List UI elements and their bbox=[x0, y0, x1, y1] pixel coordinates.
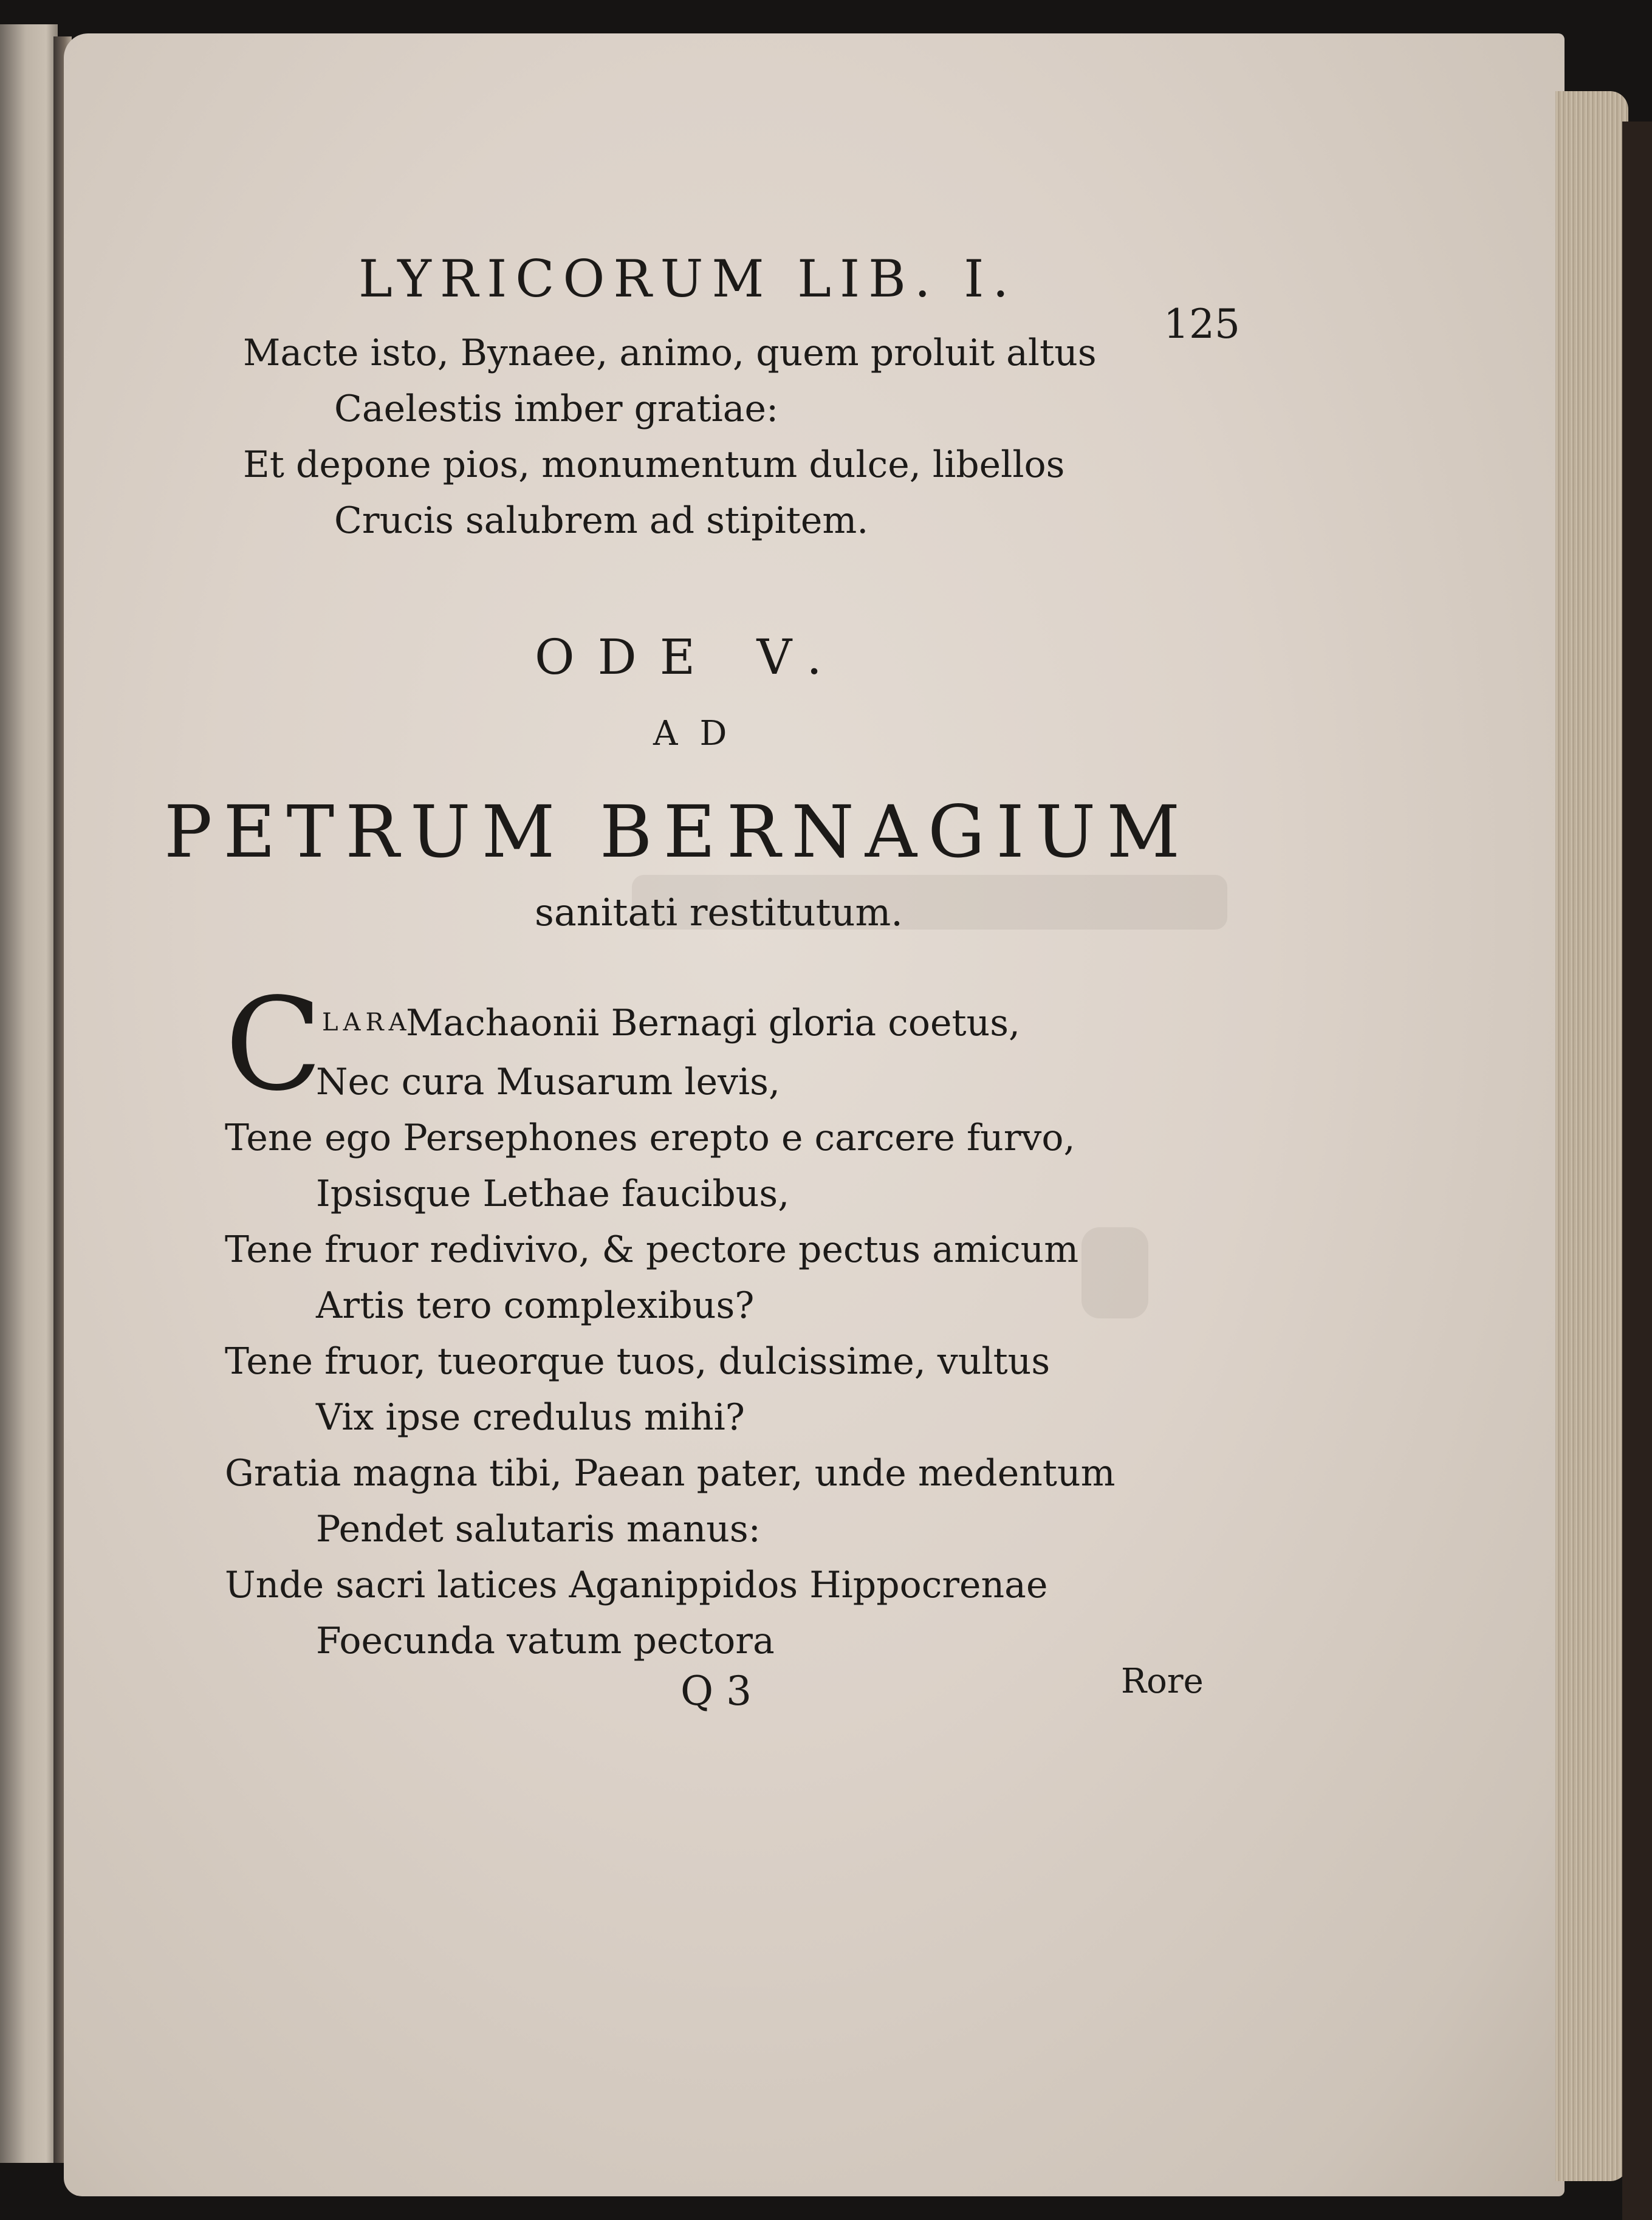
verse-line: Gratia magna tibi, Paean pater, unde medentum bbox=[225, 1452, 1116, 1495]
verse-line: Tene fruor redivivo, & pectore pectus amicum bbox=[225, 1228, 1079, 1271]
verse-line: Et depone pios, monumentum dulce, libellos bbox=[243, 444, 1065, 486]
first-word-small-caps: LARA bbox=[322, 1009, 411, 1036]
page-number: 125 bbox=[1164, 301, 1240, 348]
verse-line: Unde sacri latices Aganippidos Hippocrenae bbox=[225, 1564, 1048, 1606]
stanza-main bbox=[225, 1054, 1116, 1669]
ode-dedicatee: PETRUM BERNAGIUM bbox=[164, 790, 1191, 874]
drop-cap: C bbox=[225, 970, 323, 1119]
verse-line: Macte isto, Bynaee, animo, quem proluit altus bbox=[243, 332, 1097, 374]
stanza-top bbox=[243, 325, 1097, 549]
verse-line: Ipsisque Lethae faucibus, bbox=[316, 1173, 790, 1215]
verse-line: Foecunda vatum pectora bbox=[316, 1620, 775, 1662]
verse-line: Tene ego Persephones erepto e carcere furvo, bbox=[225, 1117, 1075, 1159]
ode-number: ODE V. bbox=[535, 629, 845, 685]
page-fore-edge bbox=[1555, 91, 1628, 2181]
verse-line: Nec cura Musarum levis, bbox=[316, 1061, 781, 1103]
signature-mark: Q 3 bbox=[680, 1668, 752, 1715]
verse-line: Tene fruor, tueorque tuos, dulcissime, vultus bbox=[225, 1340, 1050, 1383]
ad-line: AD bbox=[653, 714, 749, 753]
catchword: Rore bbox=[1121, 1662, 1204, 1701]
left-page-edge bbox=[0, 24, 58, 2163]
book-cover-edge bbox=[1622, 122, 1652, 2220]
verse-line: Pendet salutaris manus: bbox=[316, 1508, 761, 1550]
running-head: LYRICORUM LIB. I. bbox=[358, 249, 1018, 309]
verse-line: Crucis salubrem ad stipitem. bbox=[334, 499, 869, 542]
first-line-rest: Machaonii Bernagi gloria coetus, bbox=[406, 1002, 1021, 1044]
verse-line: Vix ipse credulus mihi? bbox=[316, 1396, 745, 1439]
ode-subtitle: sanitati restitutum. bbox=[535, 890, 903, 934]
verse-line: Artis tero complexibus? bbox=[316, 1284, 755, 1327]
verse-line: Caelestis imber gratiae: bbox=[334, 388, 779, 430]
